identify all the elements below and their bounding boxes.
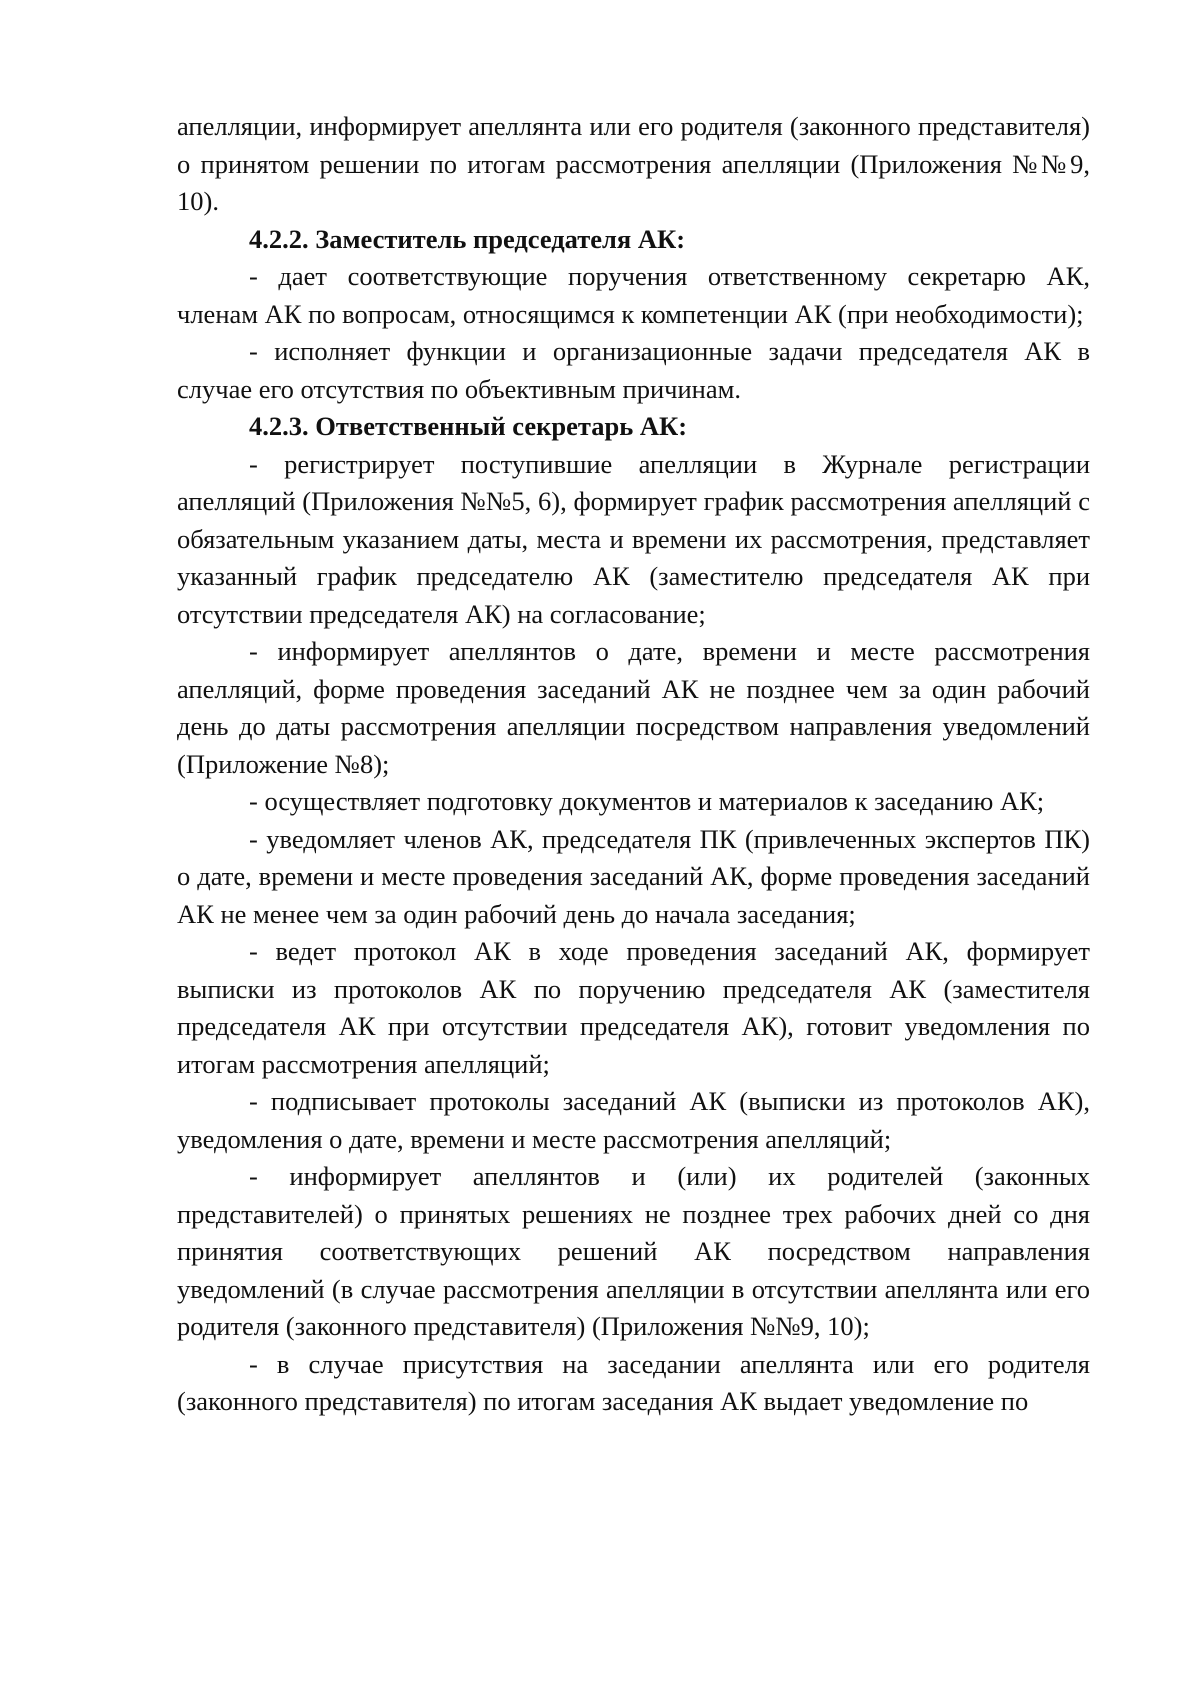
paragraph: - исполняет функции и организационные задачи председателя АК в случае его отсутствия по объективным причинам. xyxy=(177,336,1090,404)
paragraph: - осуществляет подготовку документов и материалов к заседанию АК; xyxy=(249,786,1045,816)
paragraph: - подписывает протоколы заседаний АК (выписки из протоколов АК), уведомления о дате, времени и месте рассмотрения апелляций; xyxy=(177,1086,1090,1154)
paragraph: - уведомляет членов АК, председателя ПК (привлеченных экспертов ПК) о дате, времени и месте проведения заседаний АК, форме проведения заседаний АК не менее чем за один рабочий день до начала заседания; xyxy=(177,823,1090,929)
paragraph: - ведет протокол АК в ходе проведения заседаний АК, формирует выписки из протоколов АК по поручению председателя АК (заместителя председателя АК при отсутствии председателя АК), готовит уведомления по итогам рассмотрения апелляций; xyxy=(177,936,1090,1079)
document-body xyxy=(177,108,1090,1421)
paragraph: - в случае присутствия на заседании апеллянта или его родителя (законного представителя) по итогам заседания АК выдает уведомление по xyxy=(177,1348,1090,1416)
paragraph: - регистрирует поступившие апелляции в Журнале регистрации апелляций (Приложения №№5, 6), формирует график рассмотрения апелляций с обязательным указанием даты, места и времени их рассмотрения, представляет указанный график председателю АК (заместителю председателя АК при отсутствии председателя АК) на согласование; xyxy=(177,448,1090,629)
section-heading-4-2-3: 4.2.3. Ответственный секретарь АК: xyxy=(249,411,688,441)
paragraph-continuation: апелляции, информирует апеллянта или его родителя (законного представителя) о принятом решении по итогам рассмотрения апелляции (Приложения №№9, 10). xyxy=(177,111,1090,216)
paragraph: - информирует апеллянтов и (или) их родителей (законных представителей) о принятых решениях не позднее трех рабочих дней со дня принятия соответствующих решений АК посредством направления уведомлений (в случае рассмотрения апелляции в отсутствии апеллянта или его родителя (законного представителя) (Приложения №№9, 10); xyxy=(177,1161,1090,1341)
paragraph: - дает соответствующие поручения ответственному секретарю АК, членам АК по вопросам, относящимся к компетенции АК (при необходимости); xyxy=(177,261,1090,329)
section-heading-4-2-2: 4.2.2. Заместитель председателя АК: xyxy=(249,223,686,254)
paragraph: - информирует апеллянтов о дате, времени и месте рассмотрения апелляций, форме проведения заседаний АК не позднее чем за один рабочий день до даты рассмотрения апелляции посредством направления уведомлений (Приложение №8); xyxy=(177,636,1090,779)
